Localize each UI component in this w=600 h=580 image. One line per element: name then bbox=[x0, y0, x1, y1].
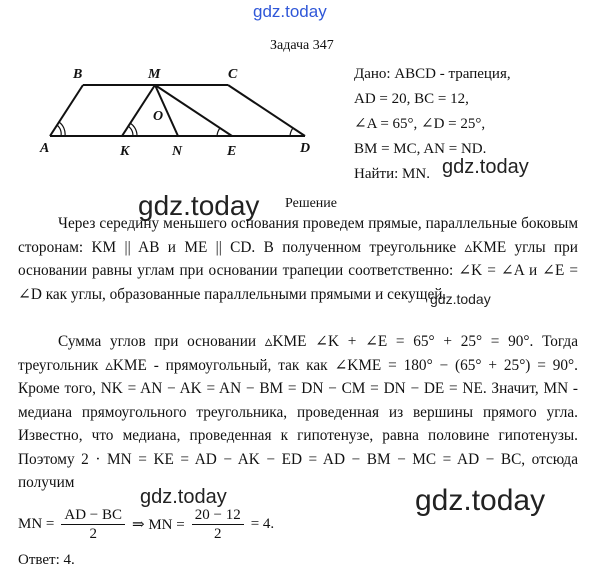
watermark: gdz.today bbox=[430, 291, 491, 307]
given-line: BM = MC, AN = ND. bbox=[354, 141, 487, 157]
formula-arrow: ⇒ MN = bbox=[132, 517, 185, 533]
fraction-1-denominator: 2 bbox=[89, 526, 97, 542]
watermark-top: gdz.today bbox=[253, 2, 327, 21]
trapezoid-figure bbox=[0, 0, 360, 175]
watermark: gdz.today bbox=[138, 190, 260, 221]
angle-a-arc1 bbox=[57, 125, 61, 136]
trapezoid-lines bbox=[50, 85, 305, 136]
fraction-2-numerator: 20 − 12 bbox=[192, 506, 244, 525]
label-b: B bbox=[73, 67, 83, 82]
watermark: gdz.today bbox=[140, 486, 227, 508]
answer: Ответ: 4. bbox=[18, 552, 75, 568]
segment-mk bbox=[122, 85, 155, 136]
solution-paragraph-2: Сумма углов при основании ▵KME ∠K + ∠E = 65° + 25° = 90°. Тогда треугольник ▵KME - прямоугольный, так как ∠KME = 180° − (65° + 25°) = 90°. Кроме того, NK = AN − AK = AN − BM = DN − CM = DN − DE = NE. Значит, MN - медиана прямоугольного треугольника, проведенная из вершины прямого угла. Известно, что медиана, проведенная к гипотенузе, равна половине гипотенузы. Поэтому 2 · MN = KE = AD − AK − ED = AD − BM − MC = AD − BC, отсюда получим bbox=[18, 333, 578, 491]
fraction-2-denominator: 2 bbox=[213, 526, 222, 542]
watermark: gdz.today bbox=[442, 156, 529, 178]
angle-e-arc bbox=[217, 128, 220, 136]
label-d: D bbox=[300, 141, 311, 156]
solution-heading: Решение bbox=[285, 196, 338, 211]
side-ab bbox=[50, 85, 83, 136]
given-line: Дано: ABCD - трапеция, bbox=[354, 66, 511, 82]
label-n: N bbox=[172, 144, 183, 159]
fraction-2 bbox=[192, 506, 244, 543]
angle-k-arc1 bbox=[128, 126, 133, 136]
given-line: ∠A = 65°, ∠D = 25°, bbox=[354, 116, 486, 132]
label-m: M bbox=[148, 67, 161, 82]
label-e: E bbox=[227, 144, 237, 159]
problem-title: Задача 347 bbox=[270, 38, 334, 53]
label-c: C bbox=[228, 67, 238, 82]
watermark: gdz.today bbox=[415, 484, 546, 517]
label-k: K bbox=[120, 144, 130, 159]
final-formula bbox=[18, 506, 274, 543]
label-a: A bbox=[40, 141, 50, 156]
label-o: O bbox=[153, 109, 164, 124]
fraction-1 bbox=[61, 506, 125, 543]
solution-paragraph-1: Через середину меньшего основания проведем прямые, параллельные боковым сторонам: KM || AB и ME || CD. В полученном треугольнике ▵KME углы при основании равны углам при основании трапеции соответственно: ∠K = ∠A и ∠E = ∠D как углы, образованные параллельными прямыми и секущей. bbox=[18, 215, 578, 303]
given-line: AD = 20, BC = 12, bbox=[354, 91, 469, 107]
formula-lhs: MN = bbox=[18, 516, 55, 532]
fraction-1-numerator: AD − BC bbox=[61, 506, 125, 525]
given-line: Найти: MN. bbox=[354, 166, 430, 182]
formula-result: = 4. bbox=[250, 516, 275, 532]
angle-d-arc bbox=[290, 128, 293, 136]
